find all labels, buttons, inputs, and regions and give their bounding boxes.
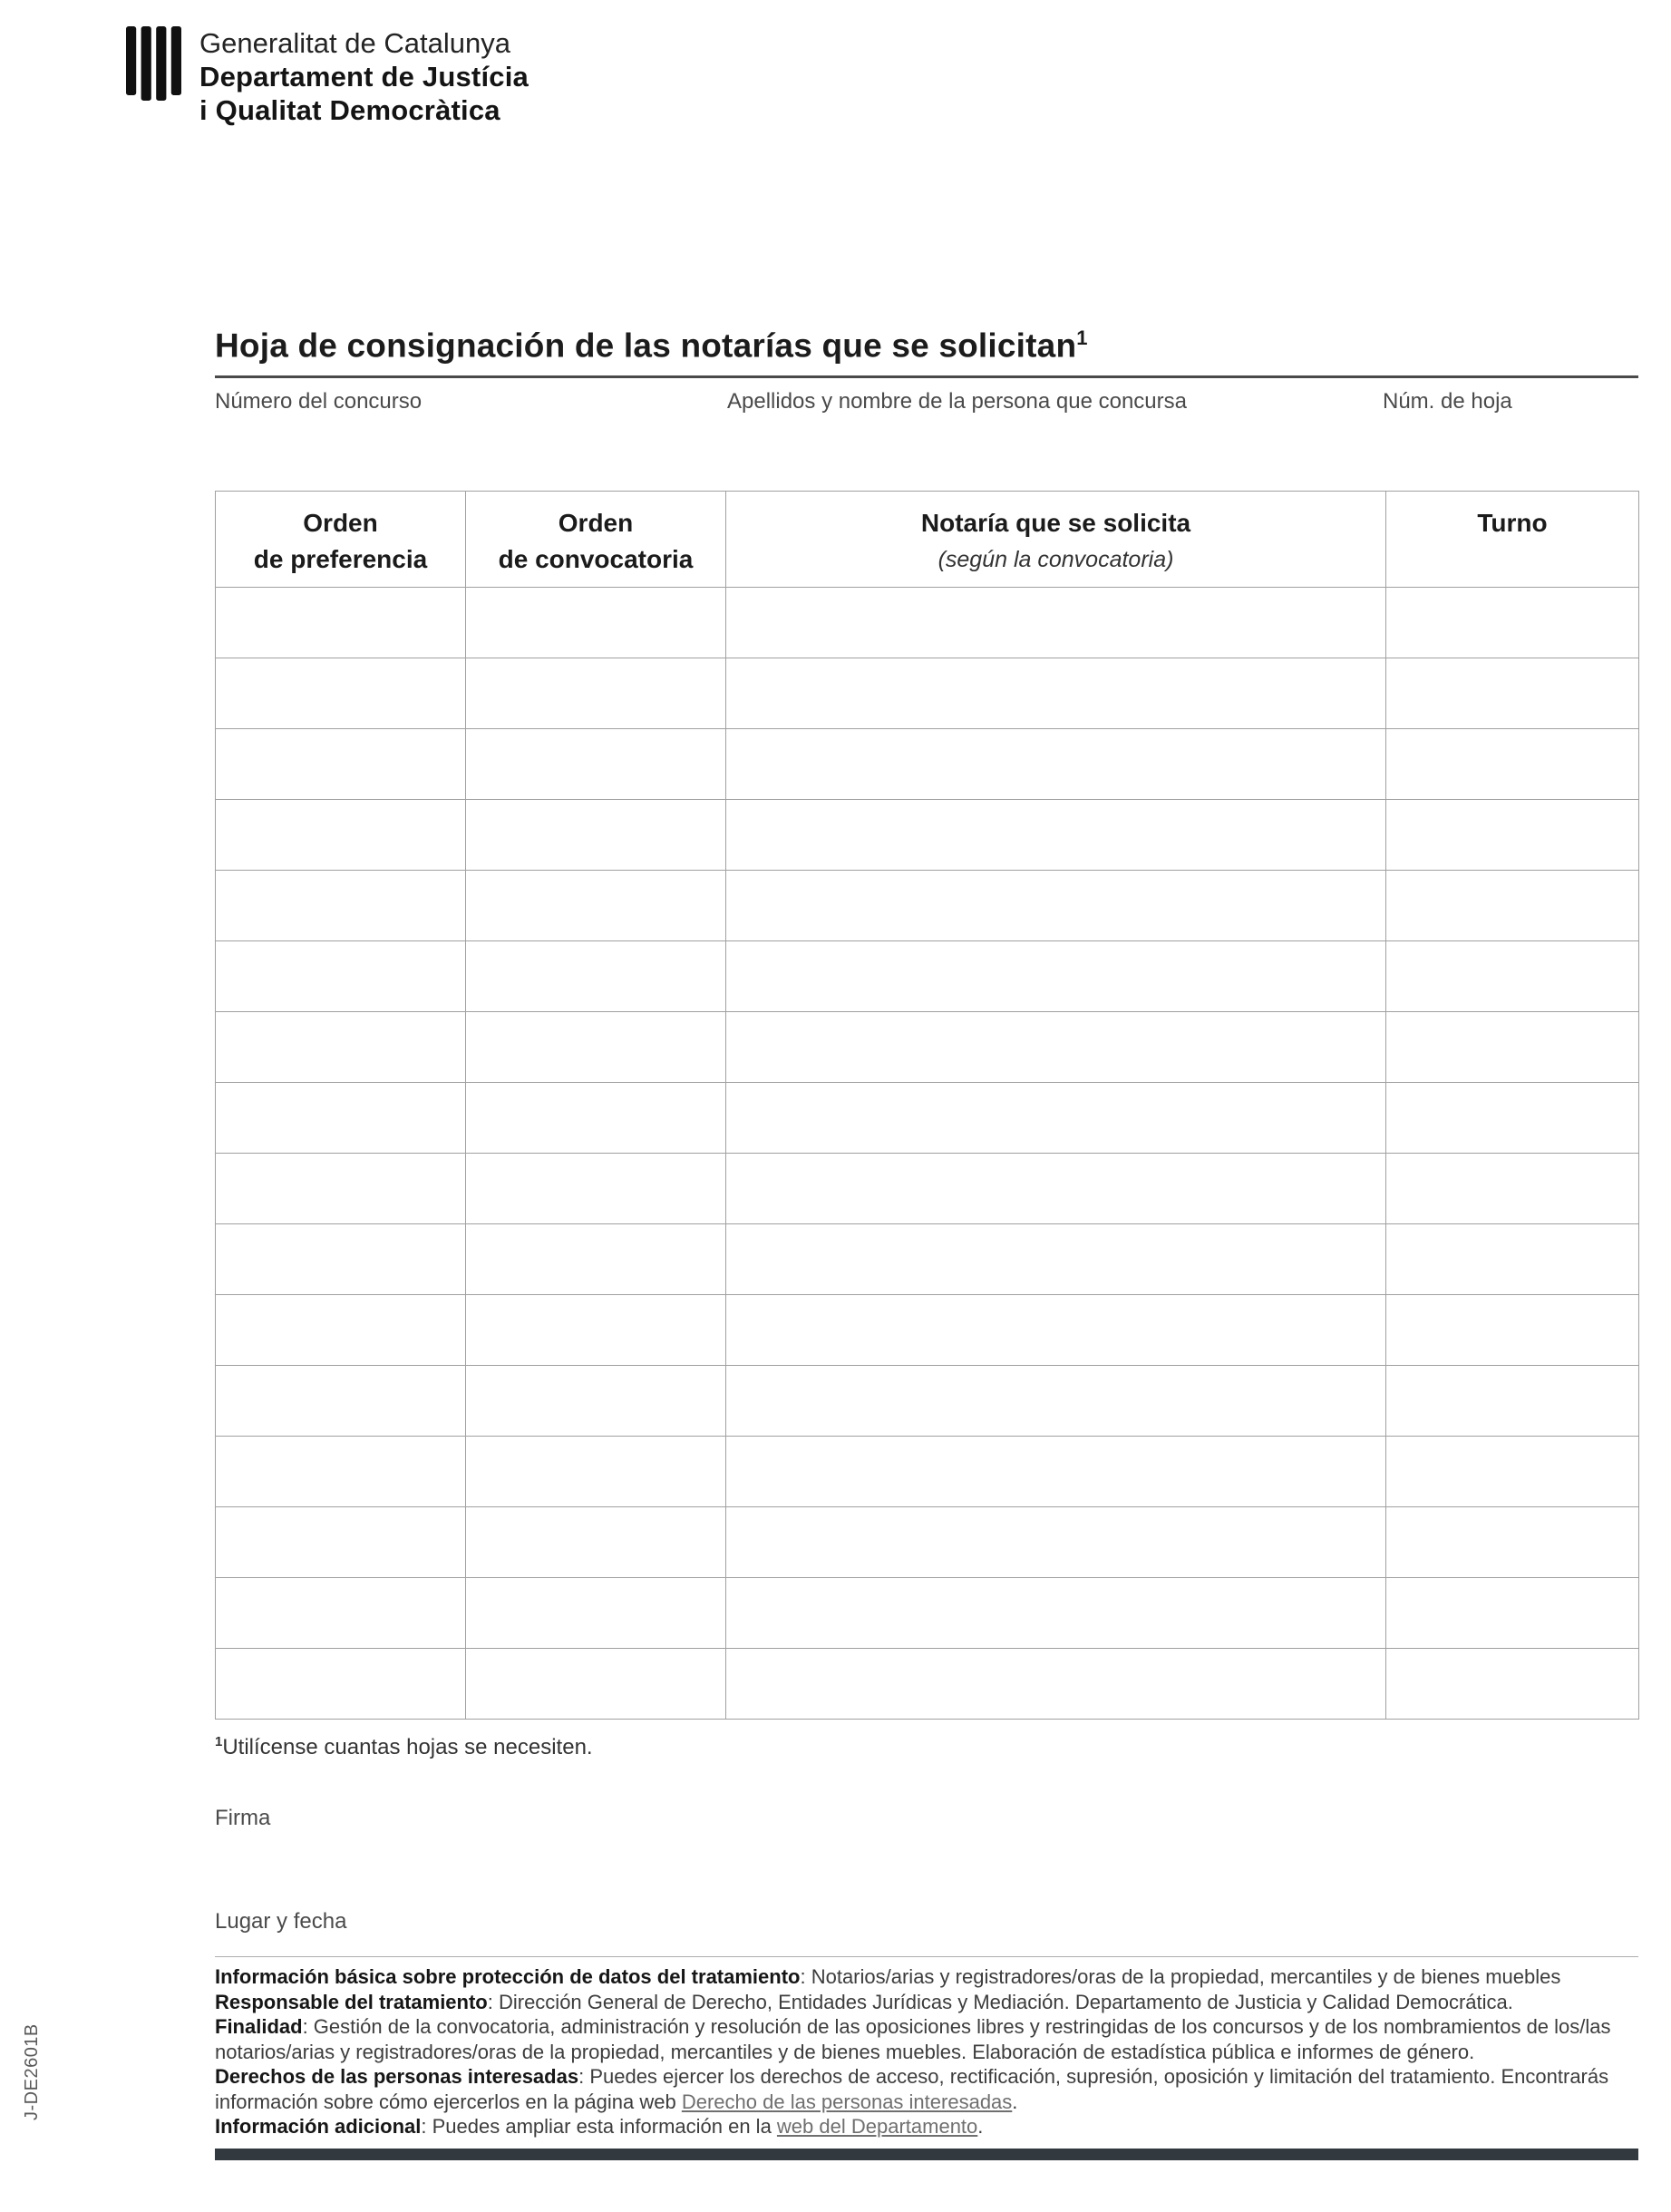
- table-cell: [216, 1295, 466, 1366]
- table-row: [216, 658, 1639, 729]
- table-cell: [1386, 1224, 1639, 1295]
- table-cell: [726, 1507, 1386, 1578]
- table-row: [216, 800, 1639, 871]
- brand-text: [199, 25, 529, 127]
- table-cell: [1386, 1437, 1639, 1507]
- table-cell: [1386, 1366, 1639, 1437]
- table-row: [216, 1578, 1639, 1649]
- table-cell: [726, 1295, 1386, 1366]
- table-cell: [1386, 658, 1639, 729]
- table-cell: [216, 1224, 466, 1295]
- table-cell: [466, 871, 726, 941]
- table-cell: [216, 1366, 466, 1437]
- privacy-line-responsable: Responsable del tratamiento: Dirección General de Derecho, Entidades Jurídicas y Mediación. Departamento de Justicia y Calidad Democrática.: [215, 1990, 1513, 2013]
- privacy-block: [215, 1964, 1638, 2139]
- table-cell: [726, 588, 1386, 658]
- link-derechos-personas-interesadas[interactable]: Derecho de las personas interesadas: [681, 2090, 1013, 2113]
- table-row: [216, 1012, 1639, 1083]
- title-rule: [215, 375, 1638, 378]
- notarias-table: [215, 491, 1639, 1720]
- page-title: [215, 319, 1638, 365]
- col-header-turno: Turno: [1386, 492, 1639, 588]
- generalitat-senyera-icon: [125, 25, 183, 102]
- col-header-orden-preferencia: Orden de preferencia: [216, 492, 466, 588]
- table-cell: [726, 1649, 1386, 1720]
- table-cell: [466, 588, 726, 658]
- table-cell: [466, 800, 726, 871]
- firma-label: Firma: [215, 1806, 271, 1831]
- table-cell: [1386, 1649, 1639, 1720]
- table-cell: [216, 1154, 466, 1224]
- table-row: [216, 1366, 1639, 1437]
- table-cell: [466, 729, 726, 800]
- footnote-superscript: 1: [215, 1734, 223, 1750]
- field-label-apellidos-nombre: Apellidos y nombre de la persona que concursa: [727, 389, 1187, 414]
- table-cell: [726, 1578, 1386, 1649]
- table-body: [216, 588, 1639, 1720]
- table-cell: [216, 1507, 466, 1578]
- table-cell: [1386, 1507, 1639, 1578]
- dept-name-line2: i Qualitat Democràtica: [199, 94, 500, 126]
- table-cell: [1386, 1295, 1639, 1366]
- table-row: [216, 1224, 1639, 1295]
- field-labels-row: [215, 389, 1638, 416]
- table-cell: [216, 1578, 466, 1649]
- table-cell: [466, 1507, 726, 1578]
- table-cell: [726, 658, 1386, 729]
- table-cell: [726, 1366, 1386, 1437]
- table-cell: [466, 1224, 726, 1295]
- table-cell: [216, 1012, 466, 1083]
- table-row: [216, 729, 1639, 800]
- table-cell: [216, 729, 466, 800]
- table-cell: [1386, 871, 1639, 941]
- table-cell: [466, 1083, 726, 1154]
- table-row: [216, 588, 1639, 658]
- table-cell: [726, 1012, 1386, 1083]
- privacy-line-finalidad: Finalidad: Gestión de la convocatoria, administración y resolución de las oposiciones libres y restringidas de los concursos y de los nombramientos de los/las notarios/arias y registradores/oras de la propiedad, mercantiles y de bienes muebles. Elaboración de estadística pública e informes de género.: [215, 2015, 1611, 2063]
- table-cell: [216, 658, 466, 729]
- footnote: [215, 1734, 1638, 1760]
- table-cell: [466, 1649, 726, 1720]
- lugar-fecha-label: Lugar y fecha: [215, 1909, 347, 1934]
- table-row: [216, 1083, 1639, 1154]
- table-cell: [466, 1154, 726, 1224]
- table-cell: [216, 1649, 466, 1720]
- title-superscript: 1: [1076, 326, 1088, 349]
- privacy-line-derechos: Derechos de las personas interesadas: Puedes ejercer los derechos de acceso, rectificación, supresión, oposición y limitación del tratamiento. Encontrarás información sobre cómo ejercerlos en la página web Derecho de las personas interesadas.: [215, 2065, 1609, 2113]
- table-row: [216, 1437, 1639, 1507]
- col-header-notaria-solicitada: Notaría que se solicita (según la convocatoria): [726, 492, 1386, 588]
- table-cell: [466, 1366, 726, 1437]
- table-cell: [466, 941, 726, 1012]
- table-cell: [726, 729, 1386, 800]
- table-cell: [1386, 800, 1639, 871]
- table-cell: [1386, 588, 1639, 658]
- table-row: [216, 1507, 1639, 1578]
- table-cell: [216, 588, 466, 658]
- table-cell: [726, 800, 1386, 871]
- table-row: [216, 941, 1639, 1012]
- table-row: [216, 871, 1639, 941]
- form-code: J-DE2601B: [22, 2023, 42, 2120]
- form-content: [215, 319, 1638, 2160]
- table-cell: [726, 871, 1386, 941]
- field-label-num-hoja: Núm. de hoja: [1383, 389, 1512, 414]
- table-cell: [466, 1295, 726, 1366]
- table-cell: [216, 1083, 466, 1154]
- table-cell: [216, 800, 466, 871]
- table-cell: [1386, 1083, 1639, 1154]
- table-cell: [1386, 941, 1639, 1012]
- footer-bar: [215, 2149, 1638, 2160]
- table-cell: [1386, 1578, 1639, 1649]
- table-cell: [466, 658, 726, 729]
- table-cell: [1386, 1154, 1639, 1224]
- table-cell: [466, 1012, 726, 1083]
- link-web-departamento[interactable]: web del Departamento: [776, 2115, 978, 2139]
- privacy-divider: [215, 1956, 1638, 1957]
- brand-header: [125, 25, 529, 127]
- col-header-orden-convocatoria: Orden de convocatoria: [466, 492, 726, 588]
- table-cell: [466, 1437, 726, 1507]
- table-cell: [726, 1437, 1386, 1507]
- page-title-text: Hoja de consignación de las notarías que se solicitan: [215, 326, 1077, 365]
- table-cell: [726, 1224, 1386, 1295]
- table-cell: [1386, 1012, 1639, 1083]
- field-label-numero-concurso: Número del concurso: [215, 389, 423, 414]
- table-cell: [216, 1437, 466, 1507]
- table-row: [216, 1154, 1639, 1224]
- privacy-line-adicional: Información adicional: Puedes ampliar esta información en la web del Departamento.: [215, 2115, 984, 2139]
- table-cell: [466, 1578, 726, 1649]
- table-cell: [1386, 729, 1639, 800]
- table-cell: [216, 871, 466, 941]
- table-header-row: [216, 492, 1639, 588]
- privacy-line-basica: Información básica sobre protección de datos del tratamiento: Notarios/arias y registradores/oras de la propiedad, mercantiles y de bienes muebles: [215, 1965, 1561, 1989]
- org-name: Generalitat de Catalunya: [199, 27, 510, 59]
- table-cell: [216, 941, 466, 1012]
- table-cell: [726, 1154, 1386, 1224]
- table-cell: [726, 941, 1386, 1012]
- table-cell: [726, 1083, 1386, 1154]
- footnote-text: Utilícense cuantas hojas se necesiten.: [222, 1735, 593, 1760]
- dept-name-line1: Departament de Justícia: [199, 61, 529, 93]
- table-row: [216, 1295, 1639, 1366]
- table-row: [216, 1649, 1639, 1720]
